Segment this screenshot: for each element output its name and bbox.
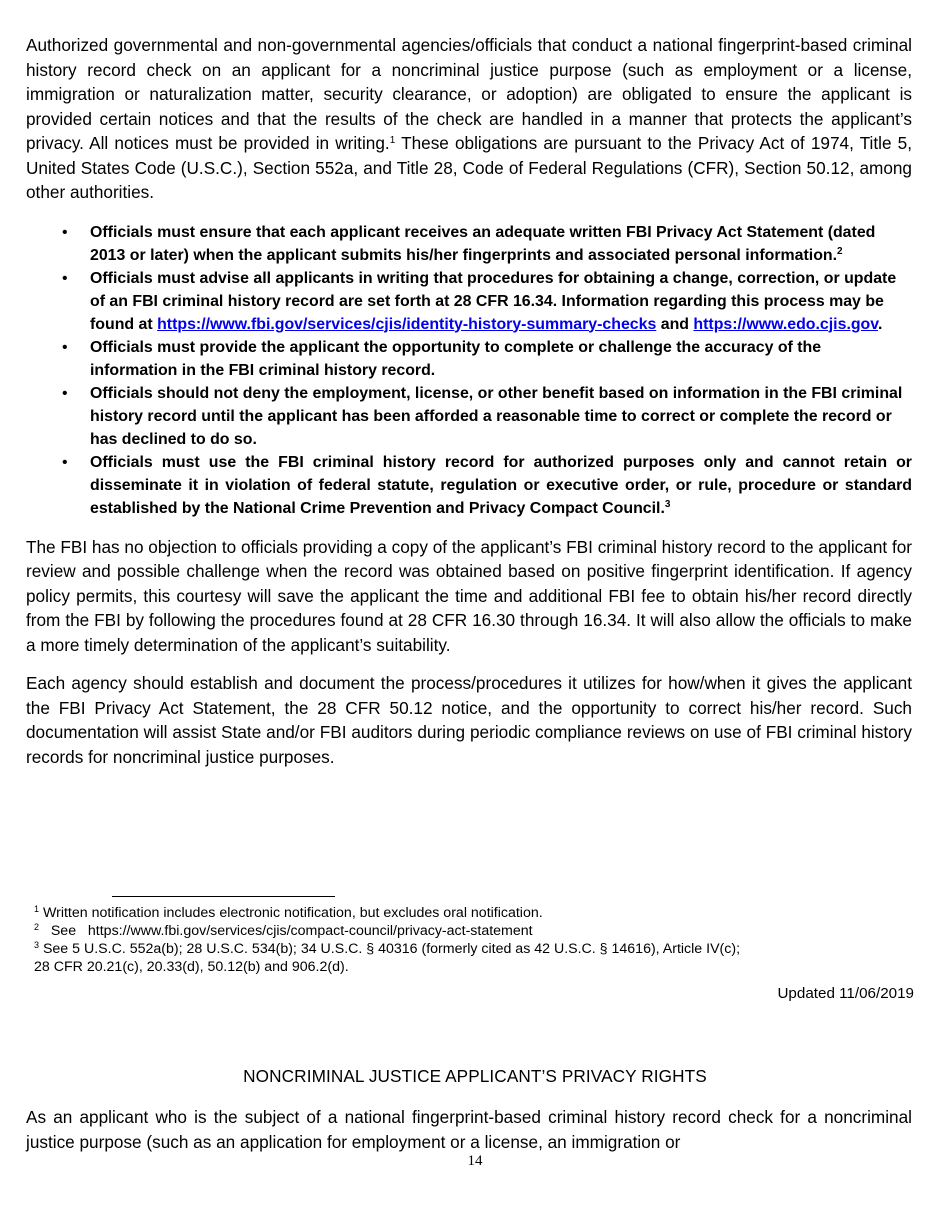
agency-process-paragraph: Each agency should establish and document the process/procedures it utilizes for how/when it gives the applicant the FBI Privacy Act Statement, the 28 CFR 50.12 notice, and the opportunity to correct his/her record. Such documentation will assist State and/or FBI auditors during periodic compliance reviews on use of FBI criminal history records for noncriminal justice purposes. — [26, 673, 912, 767]
bullet-text: Officials must provide the applicant the opportunity to complete or challenge the accuracy of the information in the FBI criminal history record. — [90, 338, 822, 379]
bullet-procedures-change — [90, 267, 912, 336]
footnote-text: See https://www.fbi.gov/services/cjis/compact-council/privacy-act-statement — [39, 923, 533, 939]
footnote-text: See 5 U.S.C. 552a(b); 28 U.S.C. 534(b); 34 U.S.C. § 40316 (formerly cited as 42 U.S.C. § 14616), Article IV(c); — [39, 941, 741, 957]
applicant-rights-paragraph: As an applicant who is the subject of a national fingerprint-based criminal history record check for a noncriminal justice purpose (such as an application for employment or a license, an immigration or — [26, 1107, 912, 1152]
page-number: 14 — [467, 1153, 483, 1169]
edo-cjis-link[interactable]: https://www.edo.cjis.gov — [693, 315, 878, 333]
bullet-opportunity-challenge — [90, 336, 912, 382]
bullet-text: Officials must ensure that each applicant receives an adequate written FBI Privacy Act Statement (dated 2013 or later) when the applicant submits his/her fingerprints and associated personal information. — [90, 223, 876, 264]
footnote-divider — [112, 896, 335, 897]
bullet-text-end: . — [877, 315, 883, 333]
intro-paragraph — [26, 33, 912, 205]
footnote-3-cont: 28 CFR 20.21(c), 20.33(d), 50.12(b) and 906.2(d). — [34, 959, 349, 975]
main-content — [26, 33, 912, 769]
section-title: NONCRIMINAL JUSTICE APPLICANT’S PRIVACY RIGHTS — [243, 1066, 707, 1086]
bullet-privacy-act-statement — [90, 221, 912, 267]
obligations-list — [26, 221, 912, 520]
footnotes — [34, 904, 914, 976]
bullet-text-and: and — [656, 315, 694, 333]
footnote-ref-3[interactable]: 3 — [664, 498, 671, 510]
footnote-2 — [34, 922, 914, 940]
footnote-number: 1 — [34, 904, 40, 914]
footnote-ref-2[interactable]: 2 — [837, 245, 843, 257]
intro-text: Authorized governmental and non-governmental agencies/officials that conduct a national fingerprint-based criminal history record check on an applicant for a noncriminal justice purpose (such as employment or a license, immigration or naturalization matter, security clearance, or adoption) are obligated to ensure the applicant is provided certain notices and that the results of the check are handled in a manner that protects the applicant’s privacy. All notices must be provided in writing. — [26, 35, 912, 153]
updated-date: Updated 11/06/2019 — [777, 985, 914, 1002]
footnote-text: Written notification includes electronic notification, but excludes oral notification. — [39, 905, 543, 921]
fbi-copy-paragraph: The FBI has no objection to officials providing a copy of the applicant’s FBI criminal history record to the applicant for review and possible challenge when the record was obtained based on positive fingerprint identification. If agency policy permits, this courtesy will save the applicant the time and additional FBI fee to obtain his/her record directly from the FBI by following the procedures found at 28 CFR 16.30 through 16.34. It will also allow the officials to make a more timely determination of the applicant’s suitability. — [26, 536, 912, 655]
bullet-text: Officials must advise all applicants in writing that procedures for obtaining a change, correction, or update of an FBI criminal history record are set forth at 28 CFR 16.34. Information regarding this process may be found at — [90, 269, 897, 333]
intro-text-cont: These obligations are pursuant to the Privacy Act of 1974, Title 5, United States Code (U.S.C.), Section 552a, and Title 28, Code of Federal Regulations (CFR), Section 50.12, among other authorities. — [26, 133, 913, 202]
bullet-text: Officials should not deny the employment, license, or other benefit based on information in the FBI criminal history record until the applicant has been afforded a reasonable time to correct or complete the record or has declined to do so. — [90, 384, 903, 448]
bullet-authorized-purposes — [90, 451, 912, 520]
footnote-ref-1[interactable]: 1 — [389, 135, 396, 146]
footnote-number: 3 — [34, 940, 40, 950]
footnote-number: 2 — [34, 922, 40, 932]
footnote-3 — [34, 940, 914, 958]
section-paragraph-container — [26, 1105, 912, 1154]
identity-history-link[interactable]: https://www.fbi.gov/services/cjis/identity-history-summary-checks — [157, 315, 657, 333]
bullet-text: Officials must use the FBI criminal history record for authorized purposes only and cannot retain or disseminate it in violation of federal statute, regulation or executive order, or rule, procedure or standard established by the National Crime Prevention and Privacy Compact Council. — [90, 453, 912, 517]
footnote-1 — [34, 904, 914, 922]
bullet-should-not-deny — [90, 382, 912, 451]
